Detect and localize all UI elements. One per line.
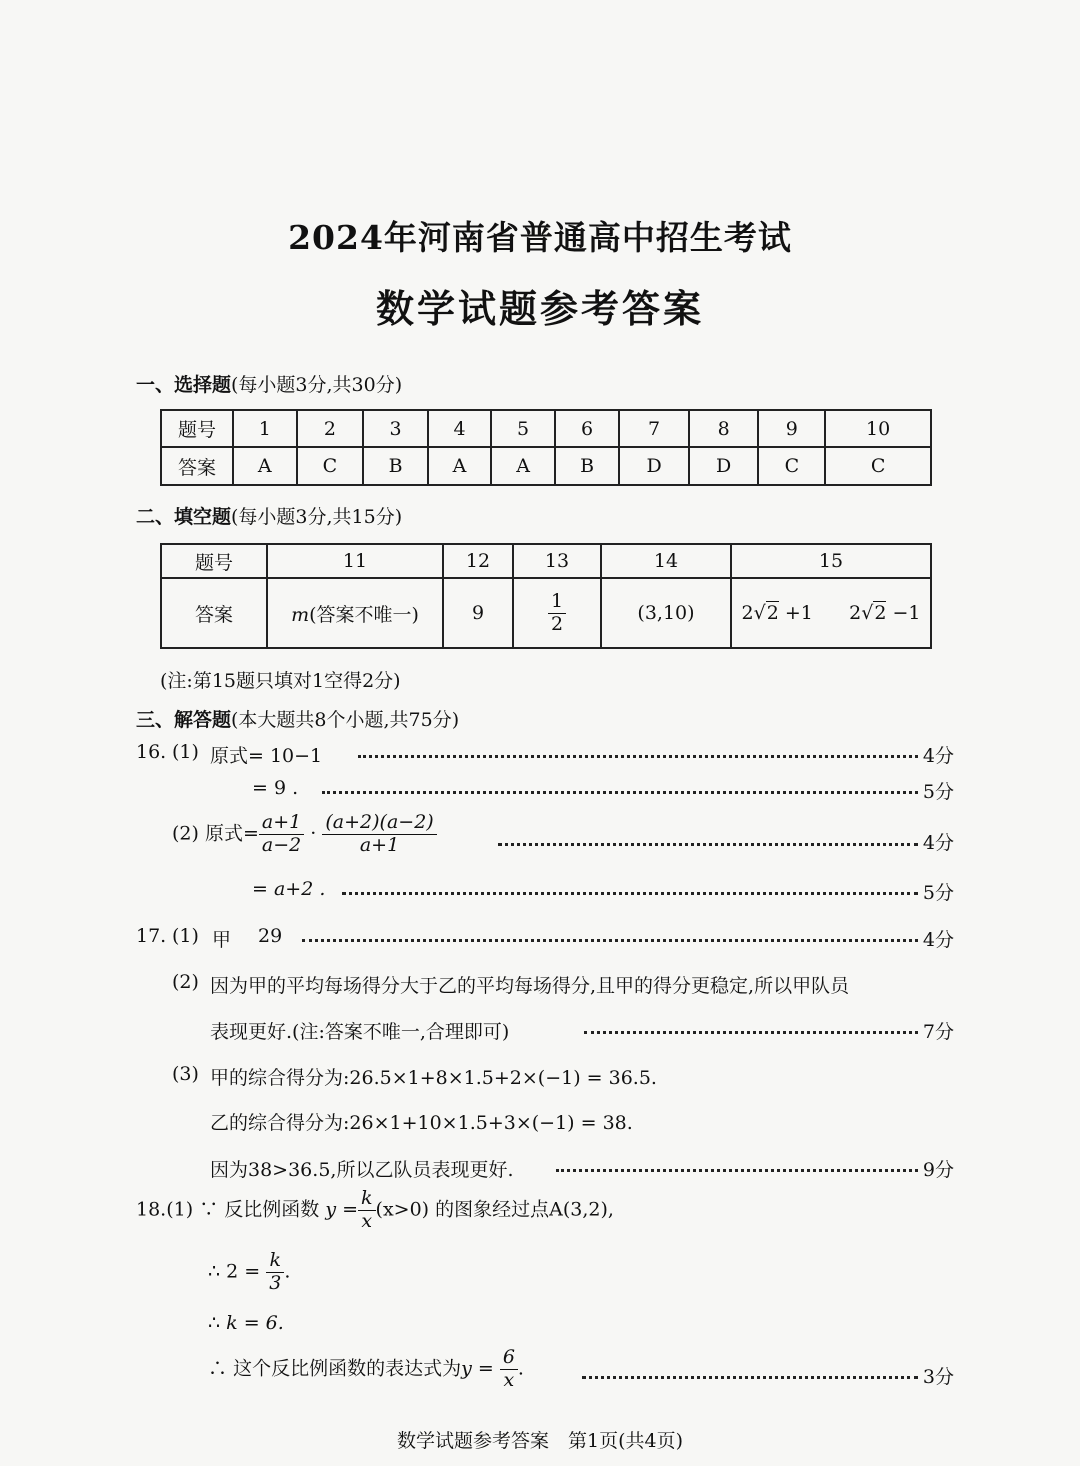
fraction-numerator: 6: [500, 1347, 518, 1370]
q18-y: y =: [461, 1357, 494, 1380]
q18-equation-left: 2 =: [226, 1260, 261, 1283]
table-cell: A: [233, 447, 297, 485]
section-3-title: 三、解答题: [136, 709, 232, 731]
q16-part2-expression: [172, 812, 437, 857]
q18-line4: [208, 1347, 524, 1392]
answer-11-variable: m: [291, 603, 310, 626]
answer-11-note: (答案不唯一): [309, 603, 419, 626]
table-cell: 1: [233, 410, 297, 447]
q18-y: y =: [325, 1198, 359, 1221]
section-3-note: (本大题共8个小题,共75分): [231, 709, 460, 731]
q16-part1-line2: = 9 .: [252, 777, 299, 799]
fill-blank-answer-table: [160, 543, 932, 649]
dot-leader: [498, 843, 918, 846]
page-footer: 数学试题参考答案 第1页(共4页): [396, 1430, 683, 1452]
sqrt-symbol: √: [861, 602, 874, 624]
table-cell: 3: [363, 410, 427, 447]
q16-part2-line2: = a+2 .: [252, 878, 326, 900]
fraction-denominator: a−2: [261, 833, 302, 856]
q17-part3-label: (3): [172, 1063, 199, 1085]
dot-leader: [584, 1031, 918, 1034]
section-3-heading: [136, 705, 459, 732]
table-cell: 11: [267, 544, 443, 578]
q17-part3-line3: 因为38>36.5,所以乙队员表现更好.: [210, 1159, 514, 1181]
dot-leader: [342, 892, 918, 895]
q17-part2-line1: 因为甲的平均每场得分大于乙的平均每场得分,且甲的得分更稳定,所以甲队员: [210, 975, 850, 997]
dot-leader: [322, 791, 918, 794]
fraction: [322, 812, 436, 857]
q17-part1-answer2: 29: [258, 925, 283, 947]
choice-answer-table: [160, 409, 932, 486]
table-cell: 4: [428, 410, 492, 447]
table-cell: (3,10): [601, 578, 731, 648]
q16-part2-label: (2): [172, 822, 199, 845]
section-2-note: (每小题3分,共15分): [231, 506, 403, 528]
fraction-denominator: 2: [550, 612, 564, 635]
score-label: 5分: [922, 882, 954, 904]
table-row-label: 题号: [161, 410, 233, 447]
q17-part3-line1: 甲的综合得分为:26.5×1+8×1.5+2×(−1) = 36.5.: [210, 1067, 657, 1089]
section-1-heading: [136, 370, 402, 397]
table-cell: 2: [297, 410, 364, 447]
period: .: [284, 1260, 291, 1283]
answer-tail: −1: [892, 602, 921, 624]
q18-point: A(3,2),: [549, 1198, 614, 1221]
dot-leader: [302, 939, 918, 942]
q18-line3: [208, 1312, 284, 1334]
section-2-footnote: (注:第15题只填对1空得2分): [160, 670, 401, 692]
because-symbol: ∵: [199, 1198, 219, 1221]
table-cell: [513, 578, 601, 648]
q16-number: 16.: [136, 741, 167, 763]
q16-part2-prefix: 原式=: [204, 822, 259, 845]
table-cell: B: [555, 447, 619, 485]
radicand: 2: [874, 602, 887, 624]
section-1-note: (每小题3分,共30分): [231, 374, 403, 396]
table-row-label: 答案: [161, 447, 233, 485]
q18-line2: [208, 1250, 290, 1295]
multiply-dot: ·: [310, 822, 317, 845]
fraction-numerator: k: [358, 1188, 376, 1211]
fraction-denominator: a+1: [359, 833, 400, 856]
therefore-symbol: ∴: [208, 1260, 221, 1283]
answer-15-second: [849, 601, 920, 624]
fraction-numerator: (a+2)(a−2): [322, 812, 436, 835]
q18-text: 这个反比例函数的表达式为: [233, 1357, 462, 1380]
table-cell: C: [758, 447, 825, 485]
fraction-denominator: x: [503, 1368, 515, 1391]
score-label: 4分: [922, 745, 954, 767]
table-cell: [267, 578, 443, 648]
q18-k-result: k = 6.: [226, 1312, 284, 1334]
answer-15-first: [742, 601, 813, 624]
table-cell: 6: [555, 410, 619, 447]
section-1-title: 一、选择题: [136, 374, 232, 396]
fraction-denominator: 3: [269, 1271, 282, 1294]
table-cell: 12: [443, 544, 513, 578]
fraction-numerator: k: [266, 1250, 284, 1273]
q16-part1-label: (1): [172, 741, 199, 763]
q18-line1: [136, 1188, 614, 1233]
fraction-numerator: a+1: [259, 812, 304, 835]
table-row-label: 答案: [161, 578, 267, 648]
dot-leader: [582, 1376, 918, 1379]
score-label: 9分: [922, 1159, 954, 1181]
table-cell: C: [825, 447, 931, 485]
table-cell: C: [297, 447, 364, 485]
table-cell: D: [619, 447, 689, 485]
table-cell: 14: [601, 544, 731, 578]
q18-text: 的图象经过点: [435, 1198, 550, 1221]
score-label: 7分: [922, 1021, 954, 1043]
table-cell: 5: [491, 410, 555, 447]
score-label: 3分: [922, 1366, 954, 1388]
therefore-symbol: ∴: [208, 1312, 221, 1334]
table-cell: [731, 578, 931, 648]
q17-part2-label: (2): [172, 971, 199, 993]
q17-part3-line2: 乙的综合得分为:26×1+10×1.5+3×(−1) = 38.: [210, 1112, 633, 1134]
answer-tail: +1: [784, 602, 813, 624]
score-label: 4分: [922, 929, 954, 951]
fraction-denominator: x: [361, 1209, 373, 1232]
period: .: [517, 1357, 524, 1380]
table-cell: A: [491, 447, 555, 485]
table-cell: 15: [731, 544, 931, 578]
sqrt-symbol: √: [753, 602, 766, 624]
coefficient: 2: [849, 602, 862, 624]
fraction: [266, 1250, 284, 1295]
table-cell: D: [689, 447, 759, 485]
answer-13-fraction: [548, 591, 566, 636]
q17-number: 17.: [136, 925, 167, 947]
fraction: [259, 812, 304, 857]
q18-text: 反比例函数: [224, 1198, 320, 1221]
q17-part1-label: (1): [172, 925, 199, 947]
score-label: 4分: [922, 832, 954, 854]
table-cell: B: [363, 447, 427, 485]
table-cell: 9: [758, 410, 825, 447]
table-cell: 9: [443, 578, 513, 648]
score-label: 5分: [922, 781, 954, 803]
q18-part1-label: (1): [166, 1198, 194, 1221]
table-cell: 7: [619, 410, 689, 447]
dot-leader: [556, 1169, 918, 1172]
therefore-symbol: ∴: [208, 1357, 228, 1380]
table-cell: 8: [689, 410, 759, 447]
table-cell: 13: [513, 544, 601, 578]
exam-title: 2024年河南省普通高中招生考试: [288, 218, 792, 257]
fraction-numerator: 1: [548, 591, 566, 614]
fraction: [500, 1347, 518, 1392]
fraction: [358, 1188, 376, 1233]
section-2-title: 二、填空题: [136, 506, 232, 528]
coefficient: 2: [741, 602, 754, 624]
q18-condition: (x>0): [375, 1198, 430, 1221]
q17-part1-answer1: 甲: [212, 929, 232, 951]
q16-part1-line1: 原式= 10−1: [210, 745, 323, 767]
q17-part2-line2: 表现更好.(注:答案不唯一,合理即可): [210, 1021, 510, 1043]
table-cell: A: [428, 447, 492, 485]
dot-leader: [358, 755, 918, 758]
document-subtitle: 数学试题参考答案: [375, 286, 704, 331]
table-cell: 10: [825, 410, 931, 447]
section-2-heading: [136, 502, 402, 529]
table-row-label: 题号: [161, 544, 267, 578]
radicand: 2: [766, 602, 779, 624]
q18-number: 18.: [136, 1198, 167, 1221]
